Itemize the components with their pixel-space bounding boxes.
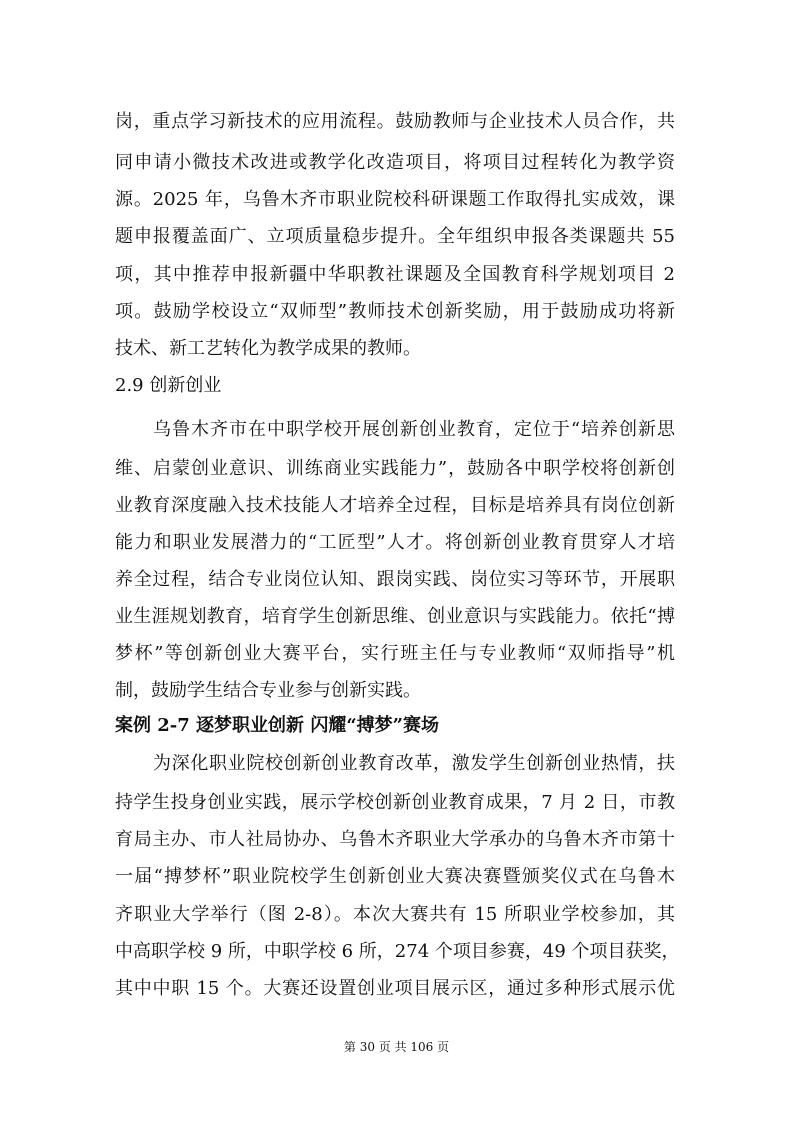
paragraph-line: 持学生投身创业实践，展示学校创新创业教育成果，7 月 2 日，市教 xyxy=(115,792,675,813)
paragraph-line: 齐职业大学举行（图 2-8）。本次大赛共有 15 所职业学校参加，其 xyxy=(115,904,675,925)
paragraph-line: 中高职学校 9 所，中职学校 6 所，274 个项目参赛，49 个项目获奖， xyxy=(115,941,680,962)
paragraph-line: 源。2025 年，乌鲁木齐市职业院校科研课题工作取得扎实成效，课 xyxy=(115,189,675,210)
paragraph-line: 岗，重点学习新技术的应用流程。鼓励教师与企业技术人员合作，共 xyxy=(115,111,675,132)
paragraph-line: 其中中职 15 个。大赛还设置创业项目展示区，通过多种形式展示优 xyxy=(115,978,675,999)
paragraph-line: 题申报覆盖面广、立项质量稳步提升。全年组织申报各类课题共 55 xyxy=(115,226,675,247)
paragraph-line: 项，其中推荐申报新疆中华职教社课题及全国教育科学规划项目 2 xyxy=(115,264,675,285)
paragraph-line: 业教育深度融入技术技能人才培养全过程，目标是培养具有岗位创新 xyxy=(115,495,675,516)
paragraph-line: 技术、新工艺转化为教学成果的教师。 xyxy=(115,338,421,359)
paragraph-line: 一届“搏梦杯”职业院校学生创新创业大赛决赛暨颁奖仪式在乌鲁木 xyxy=(115,866,675,887)
paragraph-line: 能力和职业发展潜力的“工匠型”人才。将创新创业教育贯穿人才培 xyxy=(115,532,675,553)
paragraph-line: 养全过程，结合专业岗位认知、跟岗实践、岗位实习等环节，开展职 xyxy=(115,569,675,590)
paragraph-line: 业生涯规划教育，培育学生创新思维、创业意识与实践能力。依托“搏 xyxy=(115,606,675,627)
paragraph-line: 维、启蒙创业意识、训练商业实践能力”，鼓励各中职学校将创新创 xyxy=(115,458,675,479)
paragraph-line: 育局主办、市人社局协办、乌鲁木齐职业大学承办的乌鲁木齐市第十 xyxy=(115,829,675,850)
paragraph-line: 梦杯”等创新创业大赛平台，实行班主任与专业教师“双师指导”机 xyxy=(115,643,675,664)
case-title: 案例 2-7 逐梦职业创新 闪耀“搏梦”赛场 xyxy=(115,715,440,736)
paragraph-line: 项。鼓励学校设立“双师型”教师技术创新奖励，用于鼓励成功将新 xyxy=(115,301,675,322)
section-heading: 2.9 创新创业 xyxy=(115,375,222,396)
page-footer: 第 30 页 共 106 页 xyxy=(343,1040,450,1054)
paragraph-line: 制，鼓励学生结合专业参与创新实践。 xyxy=(115,680,421,701)
paragraph-line: 为深化职业院校创新创业教育改革，激发学生创新创业热情，扶 xyxy=(153,753,675,774)
paragraph-line: 同申请小微技术改进或教学化改造项目，将项目过程转化为教学资 xyxy=(115,152,675,173)
paragraph-line: 乌鲁木齐市在中职学校开展创新创业教育，定位于“培养创新思 xyxy=(153,419,675,440)
